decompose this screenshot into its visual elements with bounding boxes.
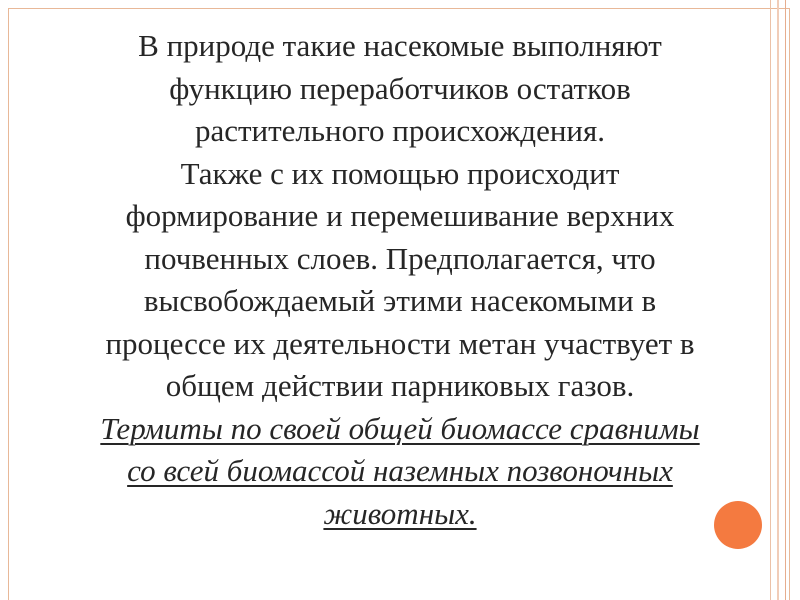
text-line: высвобождаемый этими насекомыми в — [143, 283, 657, 318]
text-line: почвенных слоев. Предполагается, что — [144, 240, 656, 276]
text-line: процессе их деятельности метан участвует в — [105, 325, 695, 361]
emphasis-text: со всей биомассой наземных позвоночных — [127, 453, 673, 488]
decorative-stripe — [770, 0, 771, 600]
text-line: Также с их помощью происходит — [180, 155, 620, 191]
text-line: В природе такие насекомые выполняют — [138, 28, 662, 63]
emphasis-text: Термиты по своей общей биомассе сравнимы — [100, 410, 700, 446]
text-line: растительного происхождения. — [194, 113, 606, 148]
emphasis-text: животных. — [323, 495, 477, 531]
decorative-stripe — [777, 0, 779, 600]
emphasis-line — [40, 493, 760, 536]
text-line: формирование и перемешивание верхних — [125, 198, 675, 233]
emphasis-line — [40, 450, 760, 493]
slide-body-text — [40, 25, 760, 535]
emphasis-line — [40, 408, 760, 451]
decorative-circle — [714, 501, 762, 549]
decorative-stripe — [785, 0, 786, 600]
text-line: функцию переработчиков остатков — [169, 70, 631, 106]
text-line: общем действии парниковых газов. — [165, 368, 635, 403]
